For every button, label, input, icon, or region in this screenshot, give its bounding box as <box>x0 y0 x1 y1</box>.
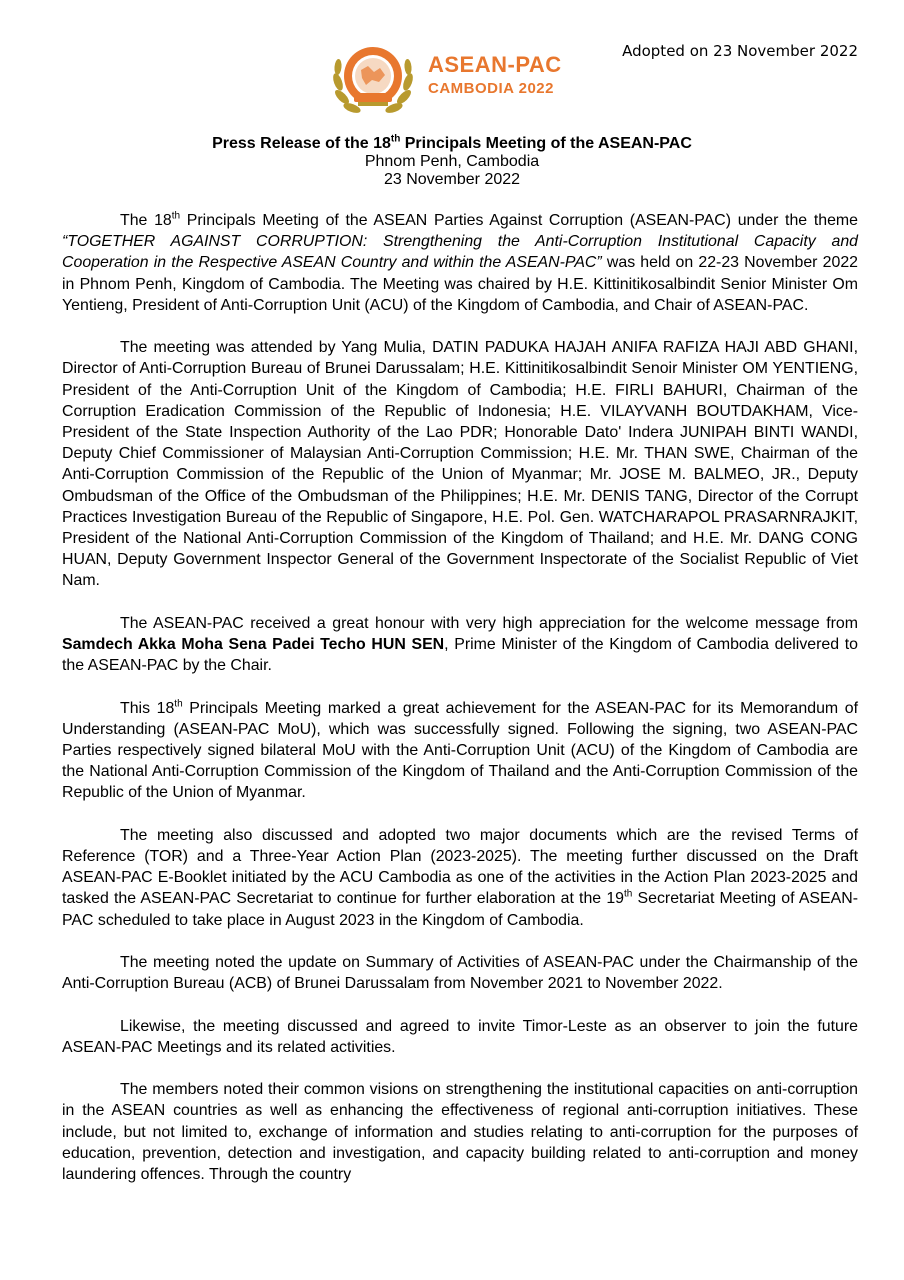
paragraph-8: The members noted their common visions on strengthening the institutional capacities on anti-corruption in the ASEAN countries as well as enhancing the effectiveness of regional anti-corruption initiatives. These include, but not limited to, exchange of information and studies relating to anti-corruption for the purposes of education, prevention, detection and investigation, and capacity building related to anti-corruption and money laundering offences. Through the country <box>62 1081 858 1184</box>
adoption-date: Adopted on 23 November 2022 <box>622 42 858 60</box>
document-title: Press Release of the 18th Principals Meeting of the ASEAN-PAC <box>212 133 692 152</box>
document-place: Phnom Penh, Cambodia <box>364 153 540 170</box>
document-heading <box>0 135 904 189</box>
paragraph-2: The meeting was attended by Yang Mulia, DATIN PADUKA HAJAH ANIFA RAFIZA HAJI ABD GHANI, Director of Anti-Corruption Bureau of Brunei Darussalam; H.E. Kittinitikosalbindit Senoir Minister OM YENTIENG, President of the Anti-Corruption Unit of the Kingdom of Cambodia; H.E. FIRLI BAHURI, Chairman of the Corruption Eradication Commission of the Republic of Indonesia; H.E. VILAYVANH BOUTDAKHAM, Vice-President of the State Inspection Authority of the Lao PDR; Honorable Dato' Indera JUNIPAH BINTI WANDI, Deputy Chief Commissioner of Malaysian Anti-Corruption Commission; H.E. Mr. THAN SWE, Chairman of the Anti-Corruption Commission of the Republic of the Union of Myanmar; Mr. JOSE M. BALMEO, JR., Deputy Ombudsman of the Office of the Ombudsman of the Philippines; H.E. Mr. DENIS TANG, Director of the Corrupt Practices Investigation Bureau of the Republic of Singapore, H.E. Pol. Gen. WATCHARAPOL PRASARNRAJKIT, President of the National Anti-Corruption Commission of the Kingdom of Thailand; and H.E. Mr. DANG CONG HUAN, Deputy Government Inspector General of the Government Inspectorate of the Socialist Republic of Viet Nam. <box>62 339 858 590</box>
paragraph-4: This 18th Principals Meeting marked a great achievement for the ASEAN-PAC for its Memorandum of Understanding (ASEAN-PAC MoU), which was successfully signed. Following the signing, two ASEAN-PAC Parties respectively signed bilateral MoU with the Anti-Corruption Unit (ACU) of the Kingdom of Cambodia are the National Anti-Corruption Commission of the Kingdom of Thailand and the Anti-Corruption Commission of the Republic of the Union of Myanmar. <box>62 698 858 802</box>
meeting-theme: “TOGETHER AGAINST CORRUPTION: Strengthening the Anti-Corruption Institutional Capacity and Cooperation in the Respective ASEAN Country and within the ASEAN-PAC” <box>62 233 858 272</box>
logo-subtitle: CAMBODIA 2022 <box>428 80 554 97</box>
logo-title: ASEAN-PAC <box>428 52 562 77</box>
paragraph-6: The meeting noted the update on Summary of Activities of ASEAN-PAC under the Chairmanship of the Anti-Corruption Bureau (ACB) of Brunei Darussalam from November 2021 to November 2022. <box>62 954 858 993</box>
document-body <box>62 210 858 1206</box>
document-date: 23 November 2022 <box>383 171 521 188</box>
asean-pac-logo <box>328 42 568 122</box>
paragraph-1: The 18th Principals Meeting of the ASEAN Parties Against Corruption (ASEAN-PAC) under the theme “TOGETHER AGAINST CORRUPTION: Strengthening the Anti-Corruption Institutional Capacity and Cooperation in the Respective ASEAN Country and within the ASEAN-PAC” was held on 22-23 November 2022 in Phnom Penh, Kingdom of Cambodia. The Meeting was chaired by H.E. Kittinitikosalbindit Senior Minister Om Yentieng, President of Anti-Corruption Unit (ACU) of the Kingdom of Cambodia, and Chair of ASEAN-PAC. <box>62 210 859 314</box>
seal-icon <box>328 42 418 120</box>
prime-minister-name: Samdech Akka Moha Sena Padei Techo HUN SEN <box>62 636 445 654</box>
paragraph-5: The meeting also discussed and adopted two major documents which are the revised Terms of Reference (TOR) and a Three-Year Action Plan (2023-2025). The meeting further discussed on the Draft ASEAN-PAC E-Booklet initiated by the ACU Cambodia as one of the activities in the Action Plan 2023-2025 and tasked the ASEAN-PAC Secretariat to continue for further elaboration at the 19th Secretariat Meeting of ASEAN-PAC scheduled to take place in August 2023 in the Kingdom of Cambodia. <box>62 826 858 929</box>
paragraph-3: The ASEAN-PAC received a great honour with very high appreciation for the welcome message from Samdech Akka Moha Sena Padei Techo HUN SEN, Prime Minister of the Kingdom of Cambodia delivered to the ASEAN-PAC by the Chair. <box>62 614 858 675</box>
paragraph-7: Likewise, the meeting discussed and agreed to invite Timor-Leste as an observer to join the future ASEAN-PAC Meetings and its related activities. <box>62 1017 858 1056</box>
